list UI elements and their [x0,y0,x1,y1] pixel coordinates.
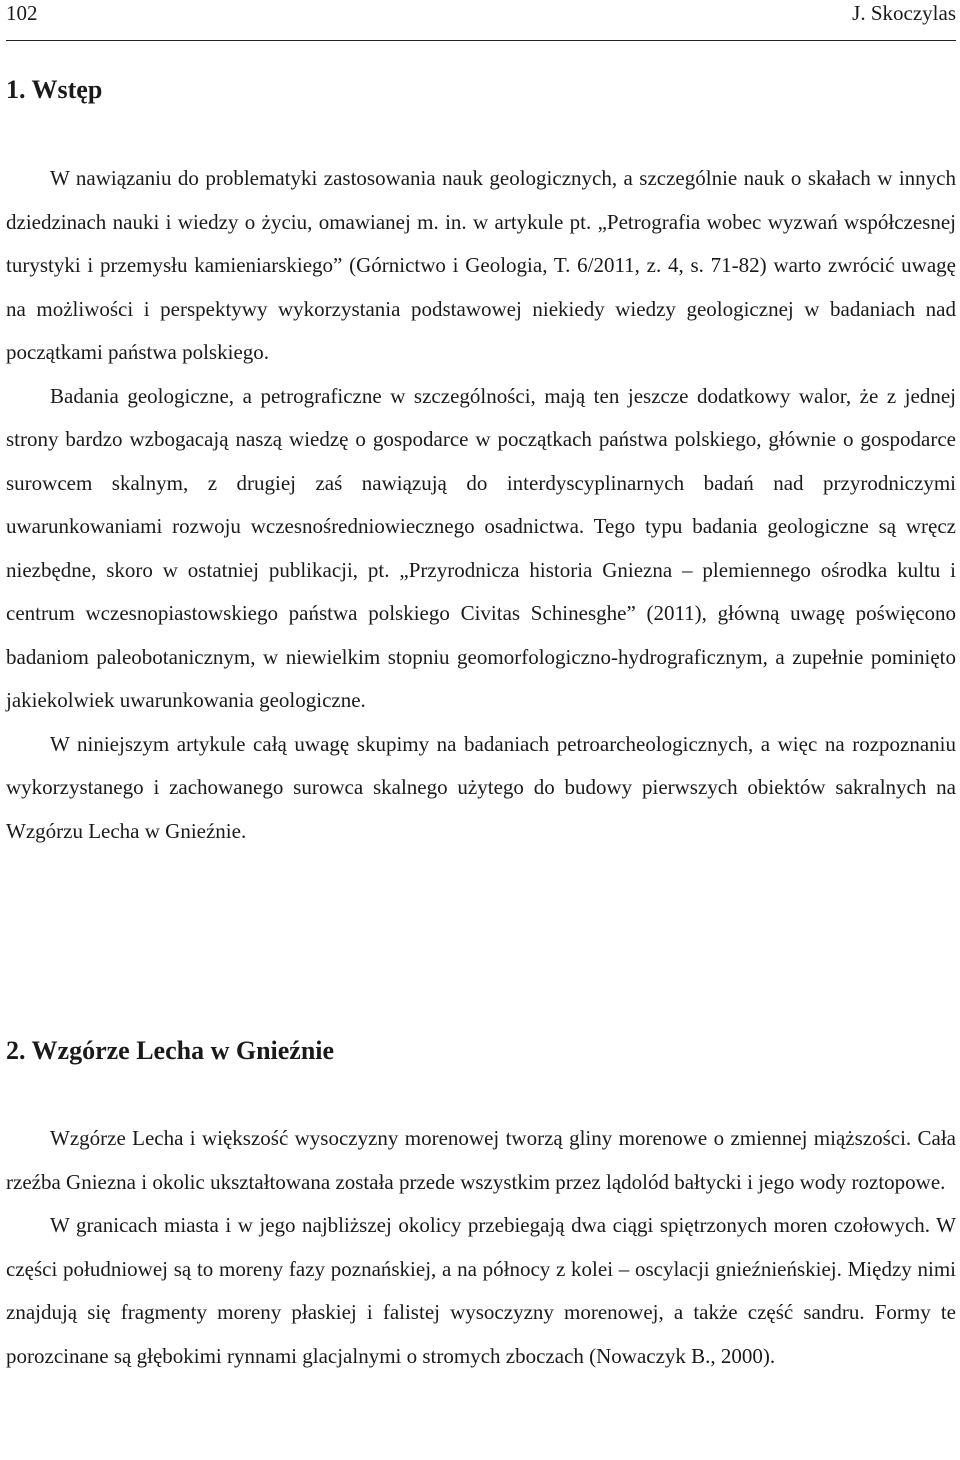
running-author: J. Skoczylas [852,1,956,25]
document-page [6,0,956,1368]
paragraph: Wzgórze Lecha i większość wysoczyzny morenowej tworzą gliny morenowe o zmiennej miąższości. Cała rzeźba Gniezna i okolic ukształtowana została przede wszystkim przez lądolód bałtycki i jego wody roztopowe. [6,1126,956,1194]
section-heading-lech-hill: 2. Wzgórze Lecha w Gnieźnie [6,1036,335,1065]
page-number: 102 [6,1,38,25]
paragraph: Badania geologiczne, a petrograficzne w szczególności, mają ten jeszcze dodatkowy walor, że z jednej strony bardzo wzbogacają naszą wiedzę o gospodarce w początkach państwa polskiego, głównie o gospodarce surowcem skalnym, z drugiej zaś nawiązują do interdyscyplinarnych badań nad przyrodniczymi uwarunkowaniami rozwoju wczesnośredniowiecznego osadnictwa. Tego typu badania geologiczne są wręcz niezbędne, skoro w ostatniej publikacji, pt. „Przyrodnicza historia Gniezna – plemiennego ośrodka kultu i centrum wczesnopiastowskiego państwa polskiego Civitas Schinesghe” (2011), główną uwagę poświęcono badaniom paleobotanicznym, w niewielkim stopniu geomorfologiczno-hydrograficznym, a zupełnie pominięto jakiekolwiek uwarunkowania geologiczne. [6,383,956,712]
running-header [6,0,956,41]
paragraph: W niniejszym artykule całą uwagę skupimy na badaniach petroarcheologicznych, a więc na rozpoznaniu wykorzystanego i zachowanego surowca skalnego użytego do budowy pierwszych obiektów sakralnych na Wzgórzu Lecha w Gnieźnie. [6,731,956,843]
paragraph: W granicach miasta i w jego najbliższej okolicy przebiegają dwa ciągi spiętrzonych moren czołowych. W części południowej są to moreny fazy poznańskiej, a na północy z kolei – oscylacji gnieźnieńskiej. Między nimi znajdują się fragmenty moreny płaskiej i falistej wysoczyzny morenowej, a także część sandru. Formy te porozcinane są głębokimi rynnami glacjalnymi o stromych zboczach (Nowaczyk B., 2000). [6,1213,956,1368]
section-heading-introduction: 1. Wstęp [6,75,103,104]
section-lech-hill-body [6,1117,956,1378]
section-introduction-body [6,157,956,853]
paragraph: W nawiązaniu do problematyki zastosowania nauk geologicznych, a szczególnie nauk o skałach w innych dziedzinach nauki i wiedzy o życiu, omawianej m. in. w artykule pt. „Petrografia wobec wyzwań współczesnej turystyki i przemysłu kamieniarskiego” (Górnictwo i Geologia, T. 6/2011, z. 4, s. 71-82) warto zwrócić uwagę na możliwości i perspektywy wykorzystania podstawowej niekiedy wiedzy geologicznej w badaniach nad początkami państwa polskiego. [6,166,956,364]
